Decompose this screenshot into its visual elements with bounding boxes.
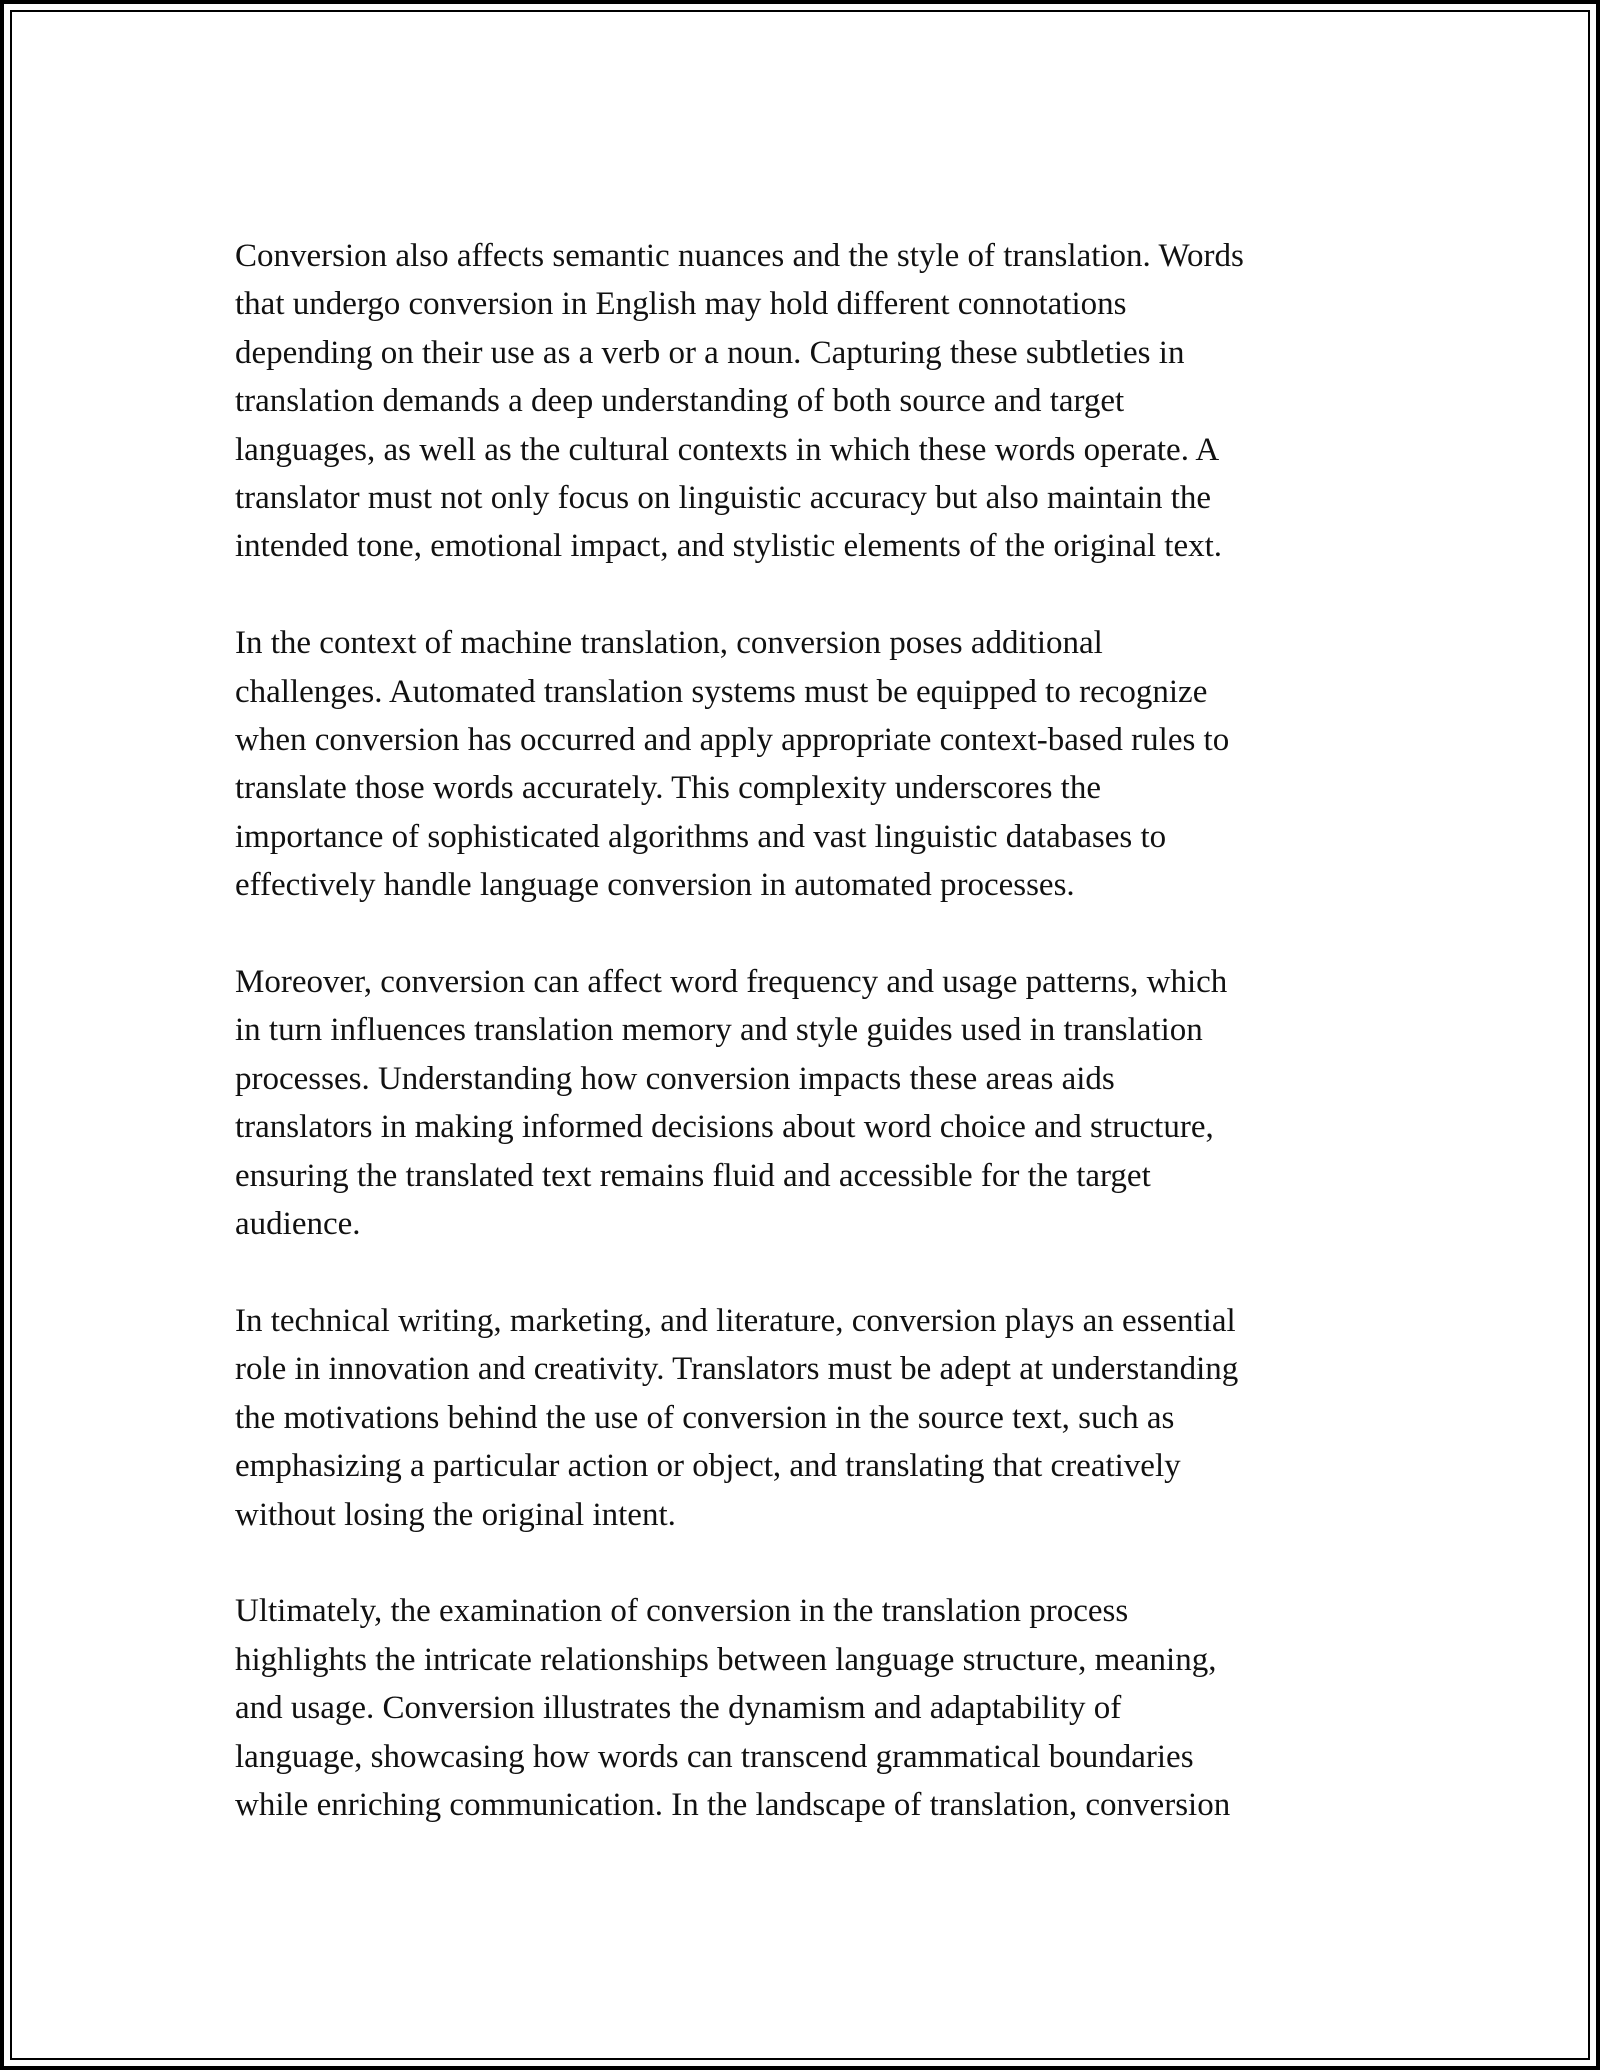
text-line: translators in making informed decisions about word choice and structure, — [235, 1109, 1214, 1146]
text-line: while enriching communication. In the landscape of translation, conversion — [235, 1786, 1231, 1823]
text-line: languages, as well as the cultural contexts in which these words operate. A — [235, 431, 1220, 468]
text-line: that undergo conversion in English may hold different connotations — [235, 286, 1127, 323]
paragraph-word-frequency — [235, 958, 1385, 1248]
text-line: processes. Understanding how conversion impacts these areas aids — [235, 1060, 1115, 1097]
text-line: Moreover, conversion can affect word frequency and usage patterns, which — [235, 964, 1228, 1001]
text-line: when conversion has occurred and apply appropriate context-based rules to — [235, 722, 1230, 759]
text-line: the motivations behind the use of conversion in the source text, such as — [235, 1399, 1175, 1436]
text-line: language, showcasing how words can transcend grammatical boundaries — [235, 1738, 1194, 1775]
text-line: and usage. Conversion illustrates the dynamism and adaptability of — [235, 1690, 1122, 1727]
text-line: audience. — [235, 1206, 361, 1243]
text-line: depending on their use as a verb or a noun. Capturing these subtleties in — [235, 334, 1185, 371]
text-line: effectively handle language conversion in automated processes. — [235, 867, 1075, 904]
document-body — [235, 232, 1385, 1829]
text-line: translation demands a deep understanding of both source and target — [235, 383, 1125, 420]
text-line: In technical writing, marketing, and literature, conversion plays an essential — [235, 1302, 1236, 1339]
text-line: Conversion also affects semantic nuances and the style of translation. Words — [235, 238, 1244, 274]
text-line: translator must not only focus on linguistic accuracy but also maintain the — [235, 480, 1212, 517]
text-line: without losing the original intent. — [235, 1496, 676, 1533]
text-line: emphasizing a particular action or object, and translating that creatively — [235, 1448, 1181, 1485]
text-line: translate those words accurately. This complexity underscores the — [235, 770, 1101, 807]
text-line: In the context of machine translation, conversion poses additional — [235, 625, 1103, 662]
paragraph-ultimately — [235, 1587, 1385, 1829]
text-line: importance of sophisticated algorithms and vast linguistic databases to — [235, 818, 1167, 855]
text-line: intended tone, emotional impact, and stylistic elements of the original text. — [235, 528, 1223, 565]
text-line: challenges. Automated translation systems must be equipped to recognize — [235, 673, 1208, 710]
paragraph-semantic-nuances — [235, 232, 1385, 571]
paragraph-machine-translation — [235, 619, 1385, 909]
text-line: in turn influences translation memory and style guides used in translation — [235, 1012, 1203, 1049]
text-line: ensuring the translated text remains fluid and accessible for the target — [235, 1157, 1151, 1194]
text-line: role in innovation and creativity. Translators must be adept at understanding — [235, 1351, 1239, 1388]
text-line: Ultimately, the examination of conversion in the translation process — [235, 1593, 1129, 1630]
paragraph-technical-writing — [235, 1297, 1385, 1539]
text-line: highlights the intricate relationships between language structure, meaning, — [235, 1641, 1217, 1678]
